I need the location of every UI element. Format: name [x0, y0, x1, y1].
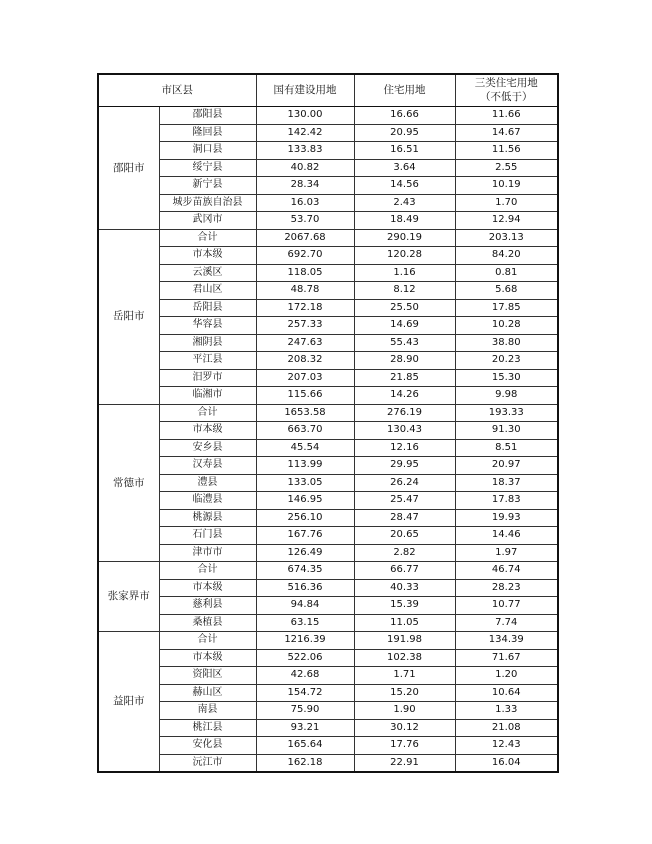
residential-cell: 28.90 — [354, 352, 455, 370]
table-row — [98, 387, 558, 405]
table-row — [98, 107, 558, 125]
residential-cell: 11.05 — [354, 614, 455, 632]
residential-cell: 40.33 — [354, 579, 455, 597]
state-land-cell: 42.68 — [256, 667, 354, 685]
residential-cell: 8.12 — [354, 282, 455, 300]
third-class-cell: 11.66 — [455, 107, 558, 125]
third-class-cell: 7.74 — [455, 614, 558, 632]
table-row — [98, 649, 558, 667]
district-cell: 安乡县 — [159, 439, 256, 457]
district-cell: 绥宁县 — [159, 159, 256, 177]
table-row — [98, 317, 558, 335]
residential-cell: 130.43 — [354, 422, 455, 440]
table-body — [98, 107, 558, 773]
residential-cell: 276.19 — [354, 404, 455, 422]
residential-cell: 1.90 — [354, 702, 455, 720]
state-land-cell: 154.72 — [256, 684, 354, 702]
residential-cell: 25.50 — [354, 299, 455, 317]
residential-cell: 191.98 — [354, 632, 455, 650]
district-cell: 湘阴县 — [159, 334, 256, 352]
table-row — [98, 474, 558, 492]
table-row — [98, 544, 558, 562]
table-row — [98, 492, 558, 510]
table-row — [98, 194, 558, 212]
table-row — [98, 212, 558, 230]
third-class-cell: 1.20 — [455, 667, 558, 685]
third-class-cell: 1.33 — [455, 702, 558, 720]
state-land-cell: 674.35 — [256, 562, 354, 580]
city-name-cell: 岳阳市 — [98, 229, 159, 404]
third-class-cell: 28.23 — [455, 579, 558, 597]
district-cell: 市本级 — [159, 422, 256, 440]
third-class-cell: 134.39 — [455, 632, 558, 650]
district-cell: 澧县 — [159, 474, 256, 492]
residential-cell: 2.82 — [354, 544, 455, 562]
state-land-cell: 113.99 — [256, 457, 354, 475]
third-class-cell: 38.80 — [455, 334, 558, 352]
header-third-class-line2: （不低于） — [480, 90, 533, 103]
state-land-cell: 75.90 — [256, 702, 354, 720]
district-cell: 桃江县 — [159, 719, 256, 737]
district-cell: 石门县 — [159, 527, 256, 545]
residential-cell: 16.66 — [354, 107, 455, 125]
district-cell: 合计 — [159, 404, 256, 422]
city-name-cell: 张家界市 — [98, 562, 159, 632]
residential-cell: 1.16 — [354, 264, 455, 282]
state-land-cell: 142.42 — [256, 124, 354, 142]
residential-cell: 12.16 — [354, 439, 455, 457]
district-cell: 合计 — [159, 229, 256, 247]
residential-cell: 66.77 — [354, 562, 455, 580]
table-row — [98, 684, 558, 702]
third-class-cell: 71.67 — [455, 649, 558, 667]
state-land-cell: 663.70 — [256, 422, 354, 440]
residential-cell: 1.71 — [354, 667, 455, 685]
residential-cell: 29.95 — [354, 457, 455, 475]
state-land-cell: 48.78 — [256, 282, 354, 300]
district-cell: 平江县 — [159, 352, 256, 370]
district-cell: 云溪区 — [159, 264, 256, 282]
third-class-cell: 20.97 — [455, 457, 558, 475]
state-land-cell: 1216.39 — [256, 632, 354, 650]
third-class-cell: 0.81 — [455, 264, 558, 282]
district-cell: 新宁县 — [159, 177, 256, 195]
third-class-cell: 9.98 — [455, 387, 558, 405]
residential-cell: 102.38 — [354, 649, 455, 667]
third-class-cell: 46.74 — [455, 562, 558, 580]
table-row — [98, 614, 558, 632]
table-row — [98, 142, 558, 160]
table-row — [98, 177, 558, 195]
district-cell: 安化县 — [159, 737, 256, 755]
third-class-cell: 1.97 — [455, 544, 558, 562]
state-land-cell: 207.03 — [256, 369, 354, 387]
third-class-cell: 14.67 — [455, 124, 558, 142]
state-land-cell: 516.36 — [256, 579, 354, 597]
residential-cell: 25.47 — [354, 492, 455, 510]
residential-cell: 15.39 — [354, 597, 455, 615]
district-cell: 邵阳县 — [159, 107, 256, 125]
state-land-cell: 522.06 — [256, 649, 354, 667]
district-cell: 武冈市 — [159, 212, 256, 230]
state-land-cell: 28.34 — [256, 177, 354, 195]
state-land-cell: 167.76 — [256, 527, 354, 545]
table-row — [98, 404, 558, 422]
third-class-cell: 1.70 — [455, 194, 558, 212]
state-land-cell: 94.84 — [256, 597, 354, 615]
table-row — [98, 422, 558, 440]
third-class-cell: 19.93 — [455, 509, 558, 527]
state-land-cell: 1653.58 — [256, 404, 354, 422]
third-class-cell: 17.85 — [455, 299, 558, 317]
district-cell: 津市市 — [159, 544, 256, 562]
state-land-cell: 40.82 — [256, 159, 354, 177]
city-name-cell: 益阳市 — [98, 632, 159, 773]
table-row — [98, 334, 558, 352]
district-cell: 岳阳县 — [159, 299, 256, 317]
district-cell: 市本级 — [159, 649, 256, 667]
table-row — [98, 719, 558, 737]
district-cell: 合计 — [159, 632, 256, 650]
city-name-cell: 邵阳市 — [98, 107, 159, 230]
third-class-cell: 203.13 — [455, 229, 558, 247]
district-cell: 城步苗族自治县 — [159, 194, 256, 212]
table-row — [98, 282, 558, 300]
residential-cell: 20.95 — [354, 124, 455, 142]
table-row — [98, 264, 558, 282]
residential-cell: 15.20 — [354, 684, 455, 702]
state-land-cell: 93.21 — [256, 719, 354, 737]
state-land-cell: 115.66 — [256, 387, 354, 405]
header-row — [98, 74, 558, 107]
district-cell: 临澧县 — [159, 492, 256, 510]
third-class-cell: 11.56 — [455, 142, 558, 160]
third-class-cell: 84.20 — [455, 247, 558, 265]
district-cell: 南县 — [159, 702, 256, 720]
residential-cell: 22.91 — [354, 754, 455, 772]
state-land-cell: 63.15 — [256, 614, 354, 632]
third-class-cell: 16.04 — [455, 754, 558, 772]
district-cell: 市本级 — [159, 579, 256, 597]
state-land-cell: 126.49 — [256, 544, 354, 562]
table-row — [98, 247, 558, 265]
state-land-cell: 118.05 — [256, 264, 354, 282]
table-row — [98, 632, 558, 650]
third-class-cell: 10.77 — [455, 597, 558, 615]
table-row — [98, 579, 558, 597]
residential-cell: 14.26 — [354, 387, 455, 405]
header-residential: 住宅用地 — [354, 74, 455, 107]
table-row — [98, 159, 558, 177]
third-class-cell: 8.51 — [455, 439, 558, 457]
district-cell: 桃源县 — [159, 509, 256, 527]
table-row — [98, 299, 558, 317]
district-cell: 隆回县 — [159, 124, 256, 142]
district-cell: 汨罗市 — [159, 369, 256, 387]
state-land-cell: 165.64 — [256, 737, 354, 755]
land-supply-table — [97, 73, 559, 773]
state-land-cell: 45.54 — [256, 439, 354, 457]
residential-cell: 120.28 — [354, 247, 455, 265]
district-cell: 临湘市 — [159, 387, 256, 405]
third-class-cell: 10.28 — [455, 317, 558, 335]
third-class-cell: 17.83 — [455, 492, 558, 510]
table-row — [98, 597, 558, 615]
third-class-cell: 193.33 — [455, 404, 558, 422]
district-cell: 汉寿县 — [159, 457, 256, 475]
residential-cell: 26.24 — [354, 474, 455, 492]
third-class-cell: 91.30 — [455, 422, 558, 440]
state-land-cell: 53.70 — [256, 212, 354, 230]
state-land-cell: 257.33 — [256, 317, 354, 335]
residential-cell: 2.43 — [354, 194, 455, 212]
state-land-cell: 130.00 — [256, 107, 354, 125]
district-cell: 市本级 — [159, 247, 256, 265]
residential-cell: 3.64 — [354, 159, 455, 177]
residential-cell: 14.69 — [354, 317, 455, 335]
table-row — [98, 702, 558, 720]
third-class-cell: 15.30 — [455, 369, 558, 387]
table-row — [98, 439, 558, 457]
state-land-cell: 172.18 — [256, 299, 354, 317]
header-third-class — [455, 74, 558, 107]
table-row — [98, 667, 558, 685]
district-cell: 洞口县 — [159, 142, 256, 160]
state-land-cell: 256.10 — [256, 509, 354, 527]
state-land-cell: 162.18 — [256, 754, 354, 772]
residential-cell: 28.47 — [354, 509, 455, 527]
third-class-cell: 10.19 — [455, 177, 558, 195]
table-row — [98, 562, 558, 580]
state-land-cell: 133.05 — [256, 474, 354, 492]
residential-cell: 17.76 — [354, 737, 455, 755]
third-class-cell: 14.46 — [455, 527, 558, 545]
district-cell: 赫山区 — [159, 684, 256, 702]
district-cell: 华容县 — [159, 317, 256, 335]
district-cell: 合计 — [159, 562, 256, 580]
district-cell: 桑植县 — [159, 614, 256, 632]
third-class-cell: 20.23 — [455, 352, 558, 370]
residential-cell: 20.65 — [354, 527, 455, 545]
district-cell: 资阳区 — [159, 667, 256, 685]
residential-cell: 290.19 — [354, 229, 455, 247]
third-class-cell: 12.94 — [455, 212, 558, 230]
header-district: 市区县 — [98, 74, 256, 107]
third-class-cell: 5.68 — [455, 282, 558, 300]
district-cell: 慈利县 — [159, 597, 256, 615]
table-row — [98, 369, 558, 387]
residential-cell: 14.56 — [354, 177, 455, 195]
residential-cell: 18.49 — [354, 212, 455, 230]
residential-cell: 21.85 — [354, 369, 455, 387]
third-class-cell: 12.43 — [455, 737, 558, 755]
header-third-class-line1: 三类住宅用地 — [474, 76, 538, 89]
state-land-cell: 16.03 — [256, 194, 354, 212]
state-land-cell: 247.63 — [256, 334, 354, 352]
state-land-cell: 133.83 — [256, 142, 354, 160]
table-row — [98, 229, 558, 247]
third-class-cell: 10.64 — [455, 684, 558, 702]
table-row — [98, 737, 558, 755]
district-cell: 君山区 — [159, 282, 256, 300]
header-state-land: 国有建设用地 — [256, 74, 354, 107]
state-land-cell: 146.95 — [256, 492, 354, 510]
city-name-cell: 常德市 — [98, 404, 159, 562]
table-row — [98, 124, 558, 142]
residential-cell: 16.51 — [354, 142, 455, 160]
state-land-cell: 208.32 — [256, 352, 354, 370]
table-row — [98, 352, 558, 370]
table-row — [98, 457, 558, 475]
district-cell: 沅江市 — [159, 754, 256, 772]
state-land-cell: 692.70 — [256, 247, 354, 265]
state-land-cell: 2067.68 — [256, 229, 354, 247]
residential-cell: 55.43 — [354, 334, 455, 352]
table-row — [98, 509, 558, 527]
third-class-cell: 2.55 — [455, 159, 558, 177]
table-row — [98, 527, 558, 545]
third-class-cell: 18.37 — [455, 474, 558, 492]
third-class-cell: 21.08 — [455, 719, 558, 737]
table-row — [98, 754, 558, 772]
residential-cell: 30.12 — [354, 719, 455, 737]
